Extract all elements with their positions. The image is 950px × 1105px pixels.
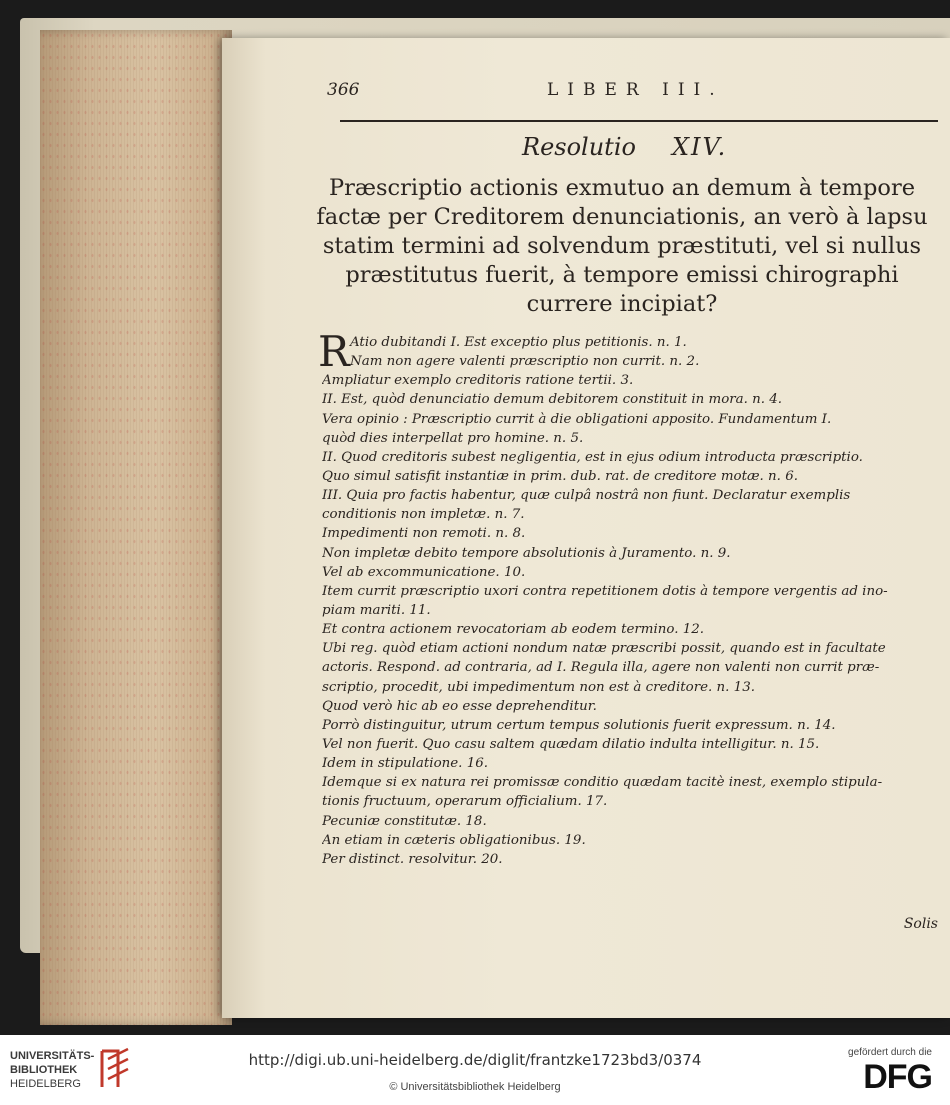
text-line: Quod verò hic ab eo esse deprehenditur. xyxy=(322,698,597,714)
text-line: III. Quia pro factis habentur, quæ culpâ nostrâ non fiunt. Declaratur exemplis xyxy=(322,488,851,504)
question-title xyxy=(312,174,932,319)
text-line: Porrò distinguitur, utrum certum tempus solutionis fuerit expressum. n. 14. xyxy=(322,717,836,733)
logo-line: HEIDELBERG xyxy=(10,1078,81,1090)
funder-label: gefördert durch die xyxy=(848,1047,932,1058)
text-line: Item currit præscriptio uxori contra repetitionem dotis à tempore vergentis ad ino- xyxy=(322,583,888,599)
text-line: Impedimenti non remoti. n. 8. xyxy=(322,526,526,542)
section-label: Resolutio xyxy=(522,133,636,161)
page-number: 366 xyxy=(327,80,360,100)
title-line: statim termini ad solvendum præstituti, vel si nullus xyxy=(322,233,922,259)
title-line: factæ per Creditorem denunciationis, an verò à lapsu xyxy=(316,204,928,230)
copyright-text: © Universitätsbibliothek Heidelberg xyxy=(389,1081,561,1093)
header-rule xyxy=(340,120,938,122)
text-line: Nam non agere valenti præscriptio non currit. n. 2. xyxy=(350,354,700,370)
page-edges xyxy=(40,30,232,1025)
text-line: tionis fructuum, operarum officialium. 17. xyxy=(322,794,608,810)
text-line: Idemque si ex natura rei promissæ conditio quædam tacitè inest, exemplo stipula- xyxy=(322,775,883,791)
summary-text xyxy=(318,327,934,869)
text-line: conditionis non impletæ. n. 7. xyxy=(322,507,525,523)
drop-cap: R xyxy=(318,327,350,376)
text-line: Pecuniæ constitutæ. 18. xyxy=(322,813,487,829)
text-line: Per distinct. resolvitur. 20. xyxy=(322,851,503,867)
title-line: Præscriptio actionis exmutuo an demum à tempore xyxy=(328,175,916,201)
text-line: quòd dies interpellat pro homine. n. 5. xyxy=(322,430,584,446)
text-line: Vel non fuerit. Quo casu saltem quædam dilatio indulta intelligitur. n. 15. xyxy=(322,736,820,752)
viewer-footer xyxy=(0,1035,950,1105)
dfg-logo[interactable]: DFG xyxy=(863,1058,932,1096)
book-page xyxy=(222,38,950,1018)
title-line: currere incipiat? xyxy=(526,291,718,317)
running-head xyxy=(327,80,947,104)
text-line: Et contra actionem revocatoriam ab eodem termino. 12. xyxy=(322,622,705,638)
text-line: Vel ab excommunicatione. 10. xyxy=(322,564,526,580)
text-line: Vera opinio : Præscriptio currit à die obligationi apposito. Fundamentum I. xyxy=(322,411,832,427)
title-line: præstitutus fuerit, à tempore emissi chirographi xyxy=(345,262,899,288)
text-line: scriptio, procedit, ubi impedimentum non est à creditore. n. 13. xyxy=(322,679,755,695)
catchword: Solis xyxy=(903,916,938,932)
text-line: Idem in stipulatione. 16. xyxy=(322,756,488,772)
text-line: actoris. Respond. ad contraria, ad I. Regula illa, agere non valenti non currit præ- xyxy=(322,660,880,676)
text-line: Atio dubitandi I. Est exceptio plus petitionis. n. 1. xyxy=(350,335,687,350)
logo-line: UNIVERSITÄTS- xyxy=(10,1050,95,1062)
page-url-link[interactable]: http://digi.ub.uni-heidelberg.de/diglit/frantzke1723bd3/0374 xyxy=(248,1051,702,1069)
text-line: Quo simul satisfit instantiæ in prim. dub. rat. de creditore motæ. n. 6. xyxy=(322,468,798,484)
running-title: LIBER III. xyxy=(547,80,724,100)
section-heading xyxy=(522,133,727,161)
text-line: II. Quod creditoris subest negligentia, est in ejus odium introducta præscriptio. xyxy=(322,449,863,465)
text-line: II. Est, quòd denunciatio demum debitorem constituit in mora. n. 4. xyxy=(322,392,783,408)
text-line: Ubi reg. quòd etiam actioni nondum natæ præscribi possit, quando est in facultate xyxy=(322,641,886,657)
text-line: Non impletæ debito tempore absolutionis à Juramento. n. 9. xyxy=(322,545,731,561)
section-numeral: XIV. xyxy=(671,133,728,161)
text-line: Ampliatur exemplo creditoris ratione tertii. 3. xyxy=(322,373,634,389)
logo-line: BIBLIOTHEK xyxy=(10,1064,78,1076)
text-line: An etiam in cæteris obligationibus. 19. xyxy=(322,832,586,848)
text-line: piam mariti. 11. xyxy=(322,602,431,618)
